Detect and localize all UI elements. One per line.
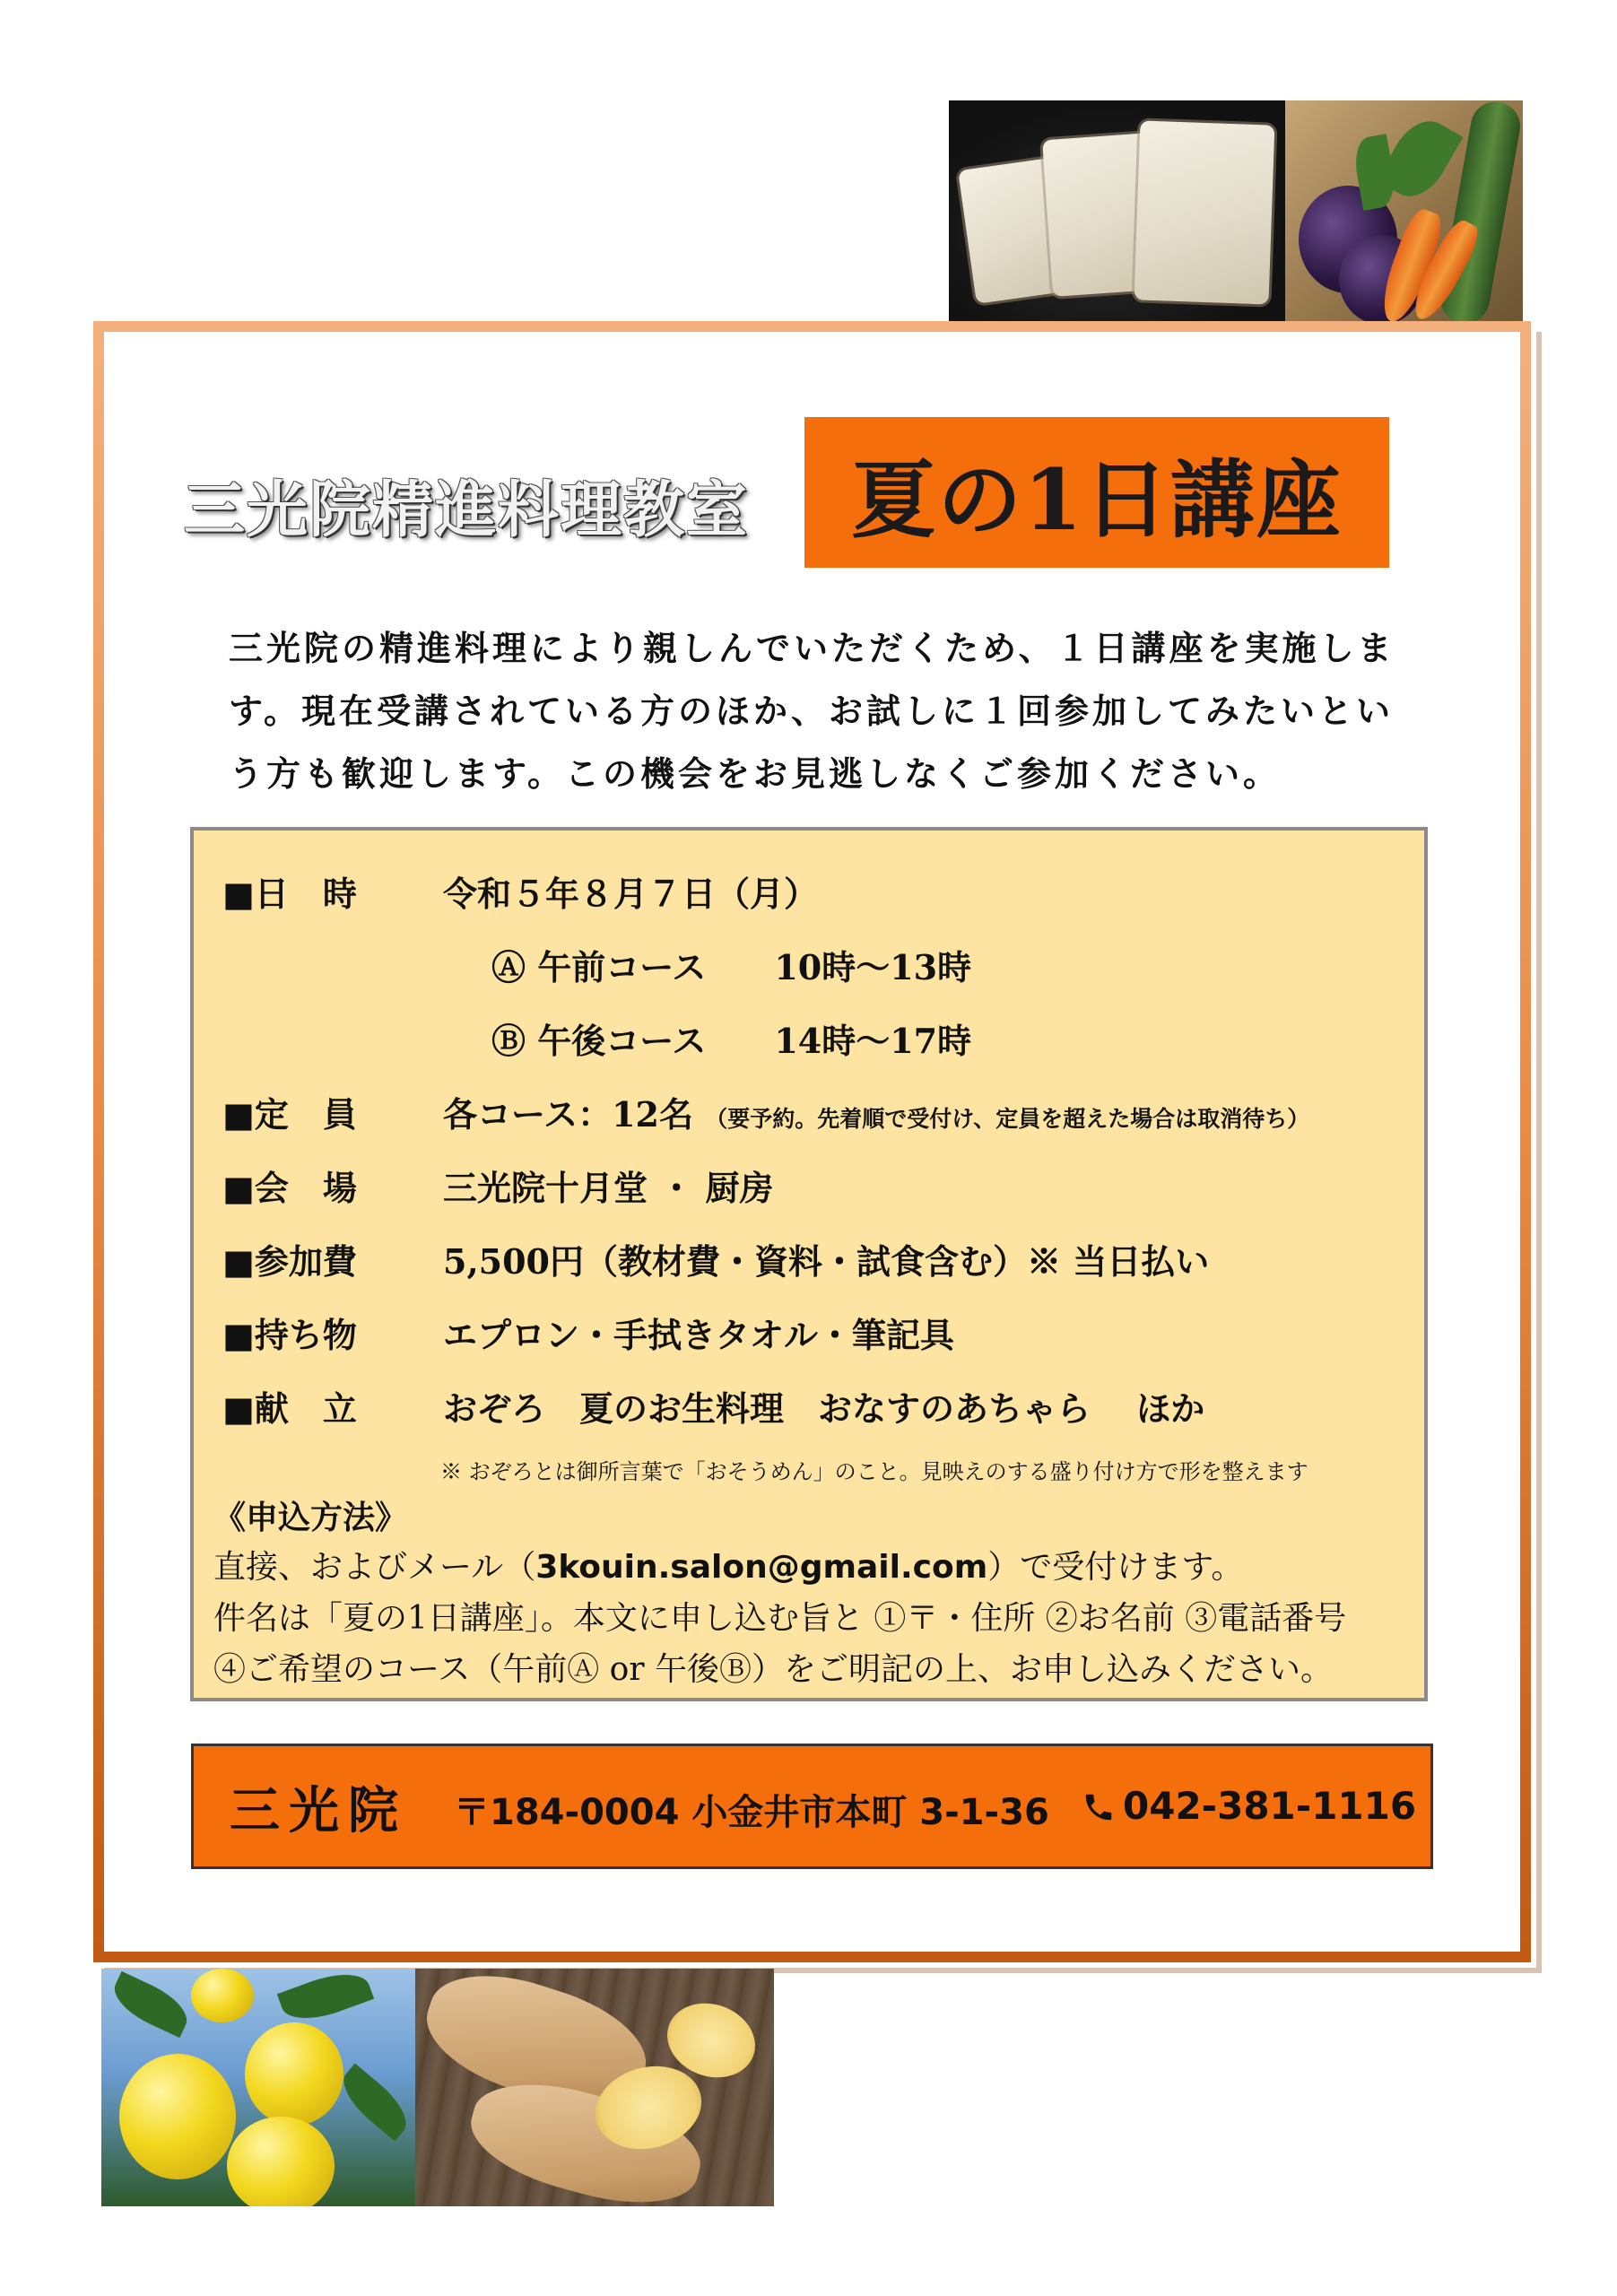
apply-line1-post: ）で受付けます。 [987, 1549, 1244, 1586]
phone-icon [1082, 1784, 1116, 1828]
intro-text [229, 617, 1413, 805]
menu-note: ※ おぞろとは御所言葉で「おそうめん」のこと。見映えのする盛り付け方で形を整えます [440, 1459, 1308, 1484]
course-a: Ⓐ 午前コース 10時～13時 [491, 947, 972, 987]
apply-heading: 《申込方法》 [213, 1499, 408, 1536]
apply-line-2: 件名は「夏の1日講座」。本文に申し込む旨と ①〒・住所 ②お名前 ③電話番号 [213, 1600, 1347, 1637]
temple-name: 三光院 [230, 1781, 407, 1840]
menu-label: ■献 立 [222, 1388, 357, 1429]
email-link[interactable]: 3kouin.salon@gmail.com [535, 1549, 988, 1586]
vegetables-photo [1285, 100, 1523, 321]
yuzu-photo [101, 1969, 415, 2206]
fee-value: 5,500円（教材費・資料・試食含む）※ 当日払い [443, 1241, 1210, 1282]
address: 〒184-0004 小金井市本町 3-1-36 [454, 1792, 1049, 1833]
tofu-photo [949, 100, 1285, 321]
bring-label: ■持ち物 [222, 1315, 357, 1355]
course-title: 夏の1日講座 [851, 450, 1343, 550]
course-title-box [804, 417, 1389, 568]
capacity-label: ■定 員 [222, 1094, 357, 1135]
details-box [190, 827, 1428, 1701]
date-value: 令和５年８月７日（月） [443, 874, 819, 914]
capacity-note: （要予約。先着順で受付け、定員を超えた場合は取消待ち） [705, 1106, 1310, 1132]
apply-line-1 [213, 1542, 1243, 1587]
phone[interactable] [1082, 1784, 1416, 1828]
bring-value: エプロン・手拭きタオル・筆記具 [443, 1315, 955, 1355]
intro-line: す。現在受講されている方のほか、お試しに１回参加してみたいとい [229, 691, 1394, 731]
menu-value: おぞろ 夏のお生料理 おなすのあちゃら ほか [443, 1388, 1205, 1429]
phone-number: 042-381-1116 [1123, 1784, 1417, 1828]
venue-label: ■会 場 [222, 1168, 357, 1208]
apply-line-3: ④ご希望のコース（午前Ⓐ or 午後Ⓑ）をご明記の上、お申し込みください。 [213, 1651, 1333, 1688]
capacity-value [443, 1087, 1309, 1136]
course-b: Ⓑ 午後コース 14時～17時 [491, 1021, 972, 1061]
fee-label: ■参加費 [222, 1241, 357, 1282]
ginger-photo [415, 1969, 774, 2206]
apply-line1-pre: 直接、およびメール（ [213, 1549, 536, 1586]
date-label: ■日 時 [222, 874, 357, 914]
capacity-text: 各コース：12名 [443, 1094, 693, 1135]
intro-line: 三光院の精進料理により親しんでいただくため、１日講座を実施しま [229, 629, 1395, 668]
contact-bar [191, 1744, 1433, 1869]
venue-value: 三光院十月堂 ・ 厨房 [443, 1168, 774, 1208]
school-title: 三光院精進料理教室 [184, 474, 750, 546]
intro-line: う方も歓迎します。この機会をお見逃しなくご参加ください。 [229, 754, 1281, 794]
